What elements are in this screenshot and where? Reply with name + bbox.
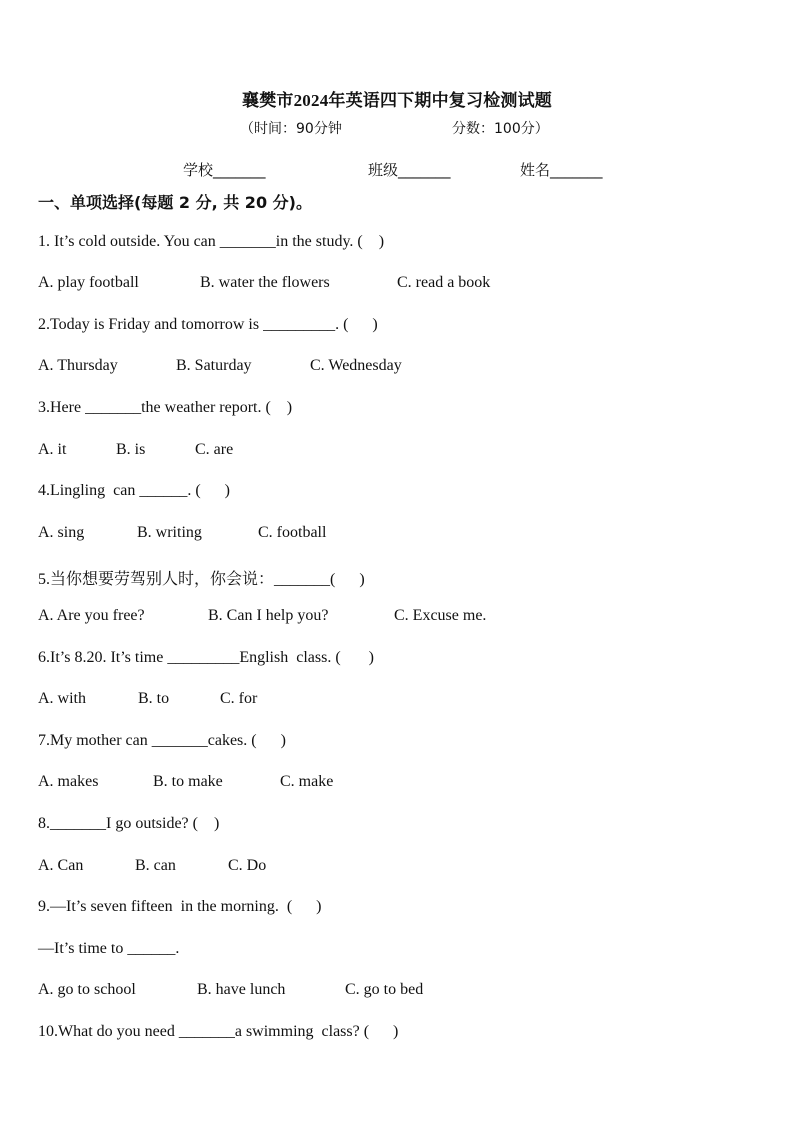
q3-option-a: A. it <box>38 441 67 458</box>
question-10: 10.What do you need _______a swimming class? ( ) <box>38 1023 399 1040</box>
q7-option-c: C. make <box>280 773 334 790</box>
question-4: 4.Lingling can ______. ( ) <box>38 482 230 499</box>
question-1: 1. It’s cold outside. You can _______in the study. ( ) <box>38 233 385 250</box>
q4-option-b: B. writing <box>137 524 202 541</box>
q5-option-b: B. Can I help you? <box>208 607 329 624</box>
q6-option-b: B. to <box>138 690 170 707</box>
q5-option-c: C. Excuse me. <box>394 607 487 624</box>
question-5: 5.当你想要劳驾别人时，你会说：_______( ) <box>38 571 365 588</box>
q2-option-c: C. Wednesday <box>310 357 402 374</box>
class-field: 班级_______ <box>368 161 451 179</box>
q6-option-c: C. for <box>220 690 258 707</box>
question-3: 3.Here _______the weather report. ( ) <box>38 399 293 416</box>
exam-time: （时间：90分钟 <box>240 121 342 137</box>
question-8: 8._______I go outside? ( ) <box>38 815 220 832</box>
question-2: 2.Today is Friday and tomorrow is _________. ( ) <box>38 316 378 333</box>
q1-option-c: C. read a book <box>397 274 491 291</box>
q9-option-a: A. go to school <box>38 981 136 998</box>
q4-option-a: A. sing <box>38 524 85 541</box>
exam-score: 分数：100分） <box>452 121 549 137</box>
q2-option-b: B. Saturday <box>176 357 252 374</box>
question-7: 7.My mother can _______cakes. ( ) <box>38 732 286 749</box>
page-title: 襄樊市2024年英语四下期中复习检测试题 <box>242 91 552 110</box>
question-9: 9.—It’s seven fifteen in the morning. ( ) <box>38 898 322 915</box>
q9-option-b: B. have lunch <box>197 981 286 998</box>
q2-option-a: A. Thursday <box>38 357 118 374</box>
school-field: 学校_______ <box>183 161 266 179</box>
q1-option-b: B. water the flowers <box>200 274 330 291</box>
q4-option-c: C. football <box>258 524 327 541</box>
q8-option-c: C. Do <box>228 857 267 874</box>
q5-option-a: A. Are you free? <box>38 607 145 624</box>
q7-option-a: A. makes <box>38 773 99 790</box>
q7-option-b: B. to make <box>153 773 223 790</box>
q9-option-c: C. go to bed <box>345 981 424 998</box>
question-9-reply: —It’s time to ______. <box>38 940 180 957</box>
q8-option-b: B. can <box>135 857 176 874</box>
q6-option-a: A. with <box>38 690 86 707</box>
name-field: 姓名_______ <box>520 161 603 179</box>
q3-option-c: C. are <box>195 441 234 458</box>
q8-option-a: A. Can <box>38 857 84 874</box>
question-6: 6.It’s 8.20. It’s time _________English class. ( ) <box>38 649 374 666</box>
q1-option-a: A. play football <box>38 274 139 291</box>
section-title: 一、单项选择(每题 2 分, 共 20 分)。 <box>38 193 312 212</box>
q3-option-b: B. is <box>116 441 146 458</box>
